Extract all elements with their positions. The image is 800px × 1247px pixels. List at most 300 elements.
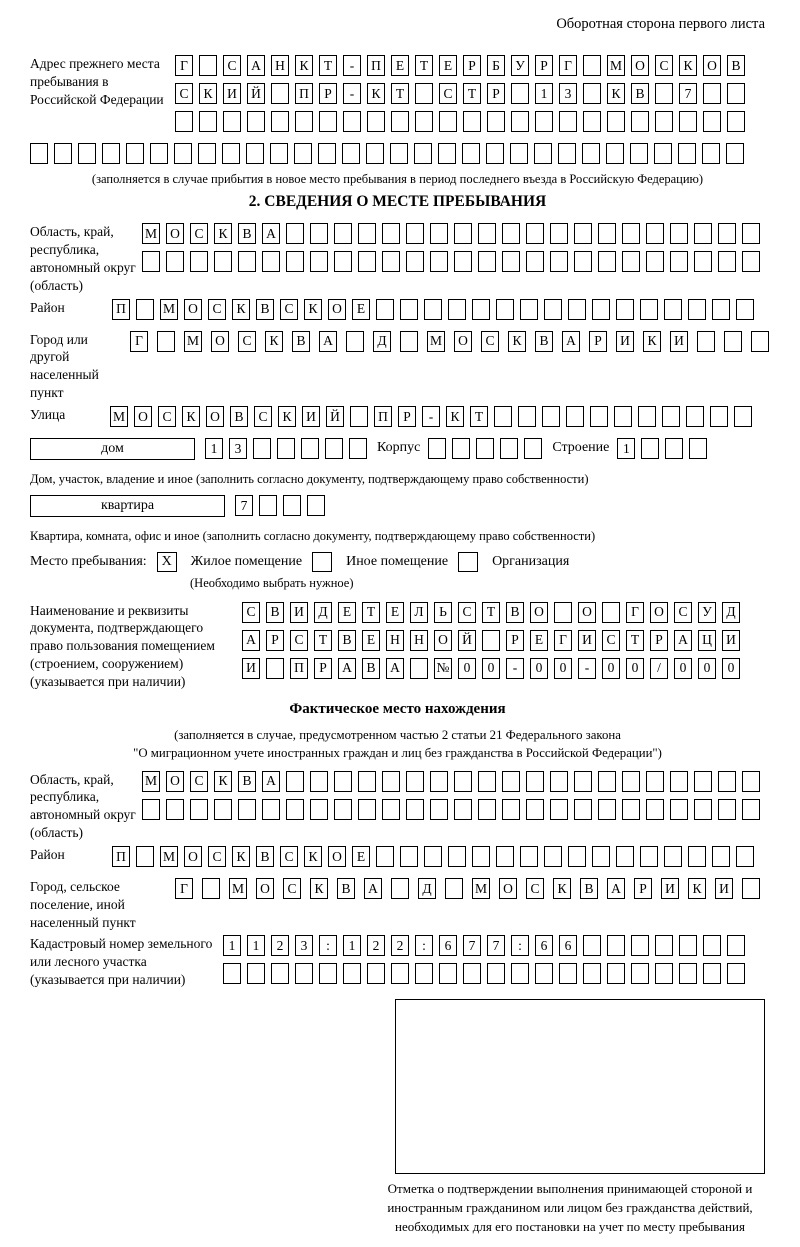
page-corner-note: Оборотная сторона первого листа: [556, 16, 765, 32]
char-cell: [342, 143, 360, 164]
char-cell: [238, 251, 256, 272]
char-cell: [270, 143, 288, 164]
char-cell: [655, 111, 673, 132]
char-cell: К: [688, 878, 706, 899]
char-cell: О: [434, 630, 452, 651]
char-cell: Т: [415, 55, 433, 76]
char-cell: [607, 963, 625, 984]
char-cell: [307, 495, 325, 516]
char-cell: [382, 251, 400, 272]
char-cell: О: [211, 331, 229, 352]
char-cell: [679, 111, 697, 132]
char-cell: [202, 878, 220, 899]
char-cell: [496, 299, 514, 320]
char-cell: [142, 251, 160, 272]
char-cell: О: [454, 331, 472, 352]
char-cell: К: [214, 771, 232, 792]
char-cell: Б: [487, 55, 505, 76]
char-cell: К: [304, 299, 322, 320]
char-cell: К: [278, 406, 296, 427]
char-cell: [382, 771, 400, 792]
char-cell: [550, 799, 568, 820]
char-cell: П: [112, 299, 130, 320]
char-cell: [694, 251, 712, 272]
char-cell: М: [472, 878, 490, 899]
char-cell: [727, 963, 745, 984]
char-cell: С: [290, 630, 308, 651]
char-cell: Т: [362, 602, 380, 623]
char-cell: [678, 143, 696, 164]
char-cell: [734, 406, 752, 427]
cadastral-rows: [223, 935, 751, 991]
char-cell: [703, 83, 721, 104]
char-cell: [406, 799, 424, 820]
char-cell: [358, 799, 376, 820]
char-cell: [136, 299, 154, 320]
char-cell: :: [511, 935, 529, 956]
char-cell: [476, 438, 494, 459]
char-cell: [664, 299, 682, 320]
char-cell: [520, 299, 538, 320]
char-cell: [686, 406, 704, 427]
char-cell: [223, 963, 241, 984]
document-field: [30, 602, 765, 691]
char-cell: [703, 935, 721, 956]
char-cell: [214, 251, 232, 272]
char-cell: [606, 143, 624, 164]
char-cell: 0: [530, 658, 548, 679]
char-cell: [190, 799, 208, 820]
char-cell: [400, 299, 418, 320]
city-row: [130, 331, 778, 352]
char-cell: [190, 251, 208, 272]
char-cell: [438, 143, 456, 164]
char-cell: [742, 878, 760, 899]
stroenie-label: Строение: [552, 439, 610, 455]
char-cell: [583, 83, 601, 104]
char-cell: [358, 223, 376, 244]
char-cell: [262, 251, 280, 272]
char-cell: [511, 111, 529, 132]
char-cell: В: [362, 658, 380, 679]
char-cell: [592, 846, 610, 867]
char-cell: [334, 771, 352, 792]
region-label: Область, край, республика, автономный округ (область): [30, 224, 136, 293]
char-cell: [655, 935, 673, 956]
char-cell: Т: [463, 83, 481, 104]
char-cell: [550, 223, 568, 244]
char-cell: [310, 799, 328, 820]
char-cell: Д: [314, 602, 332, 623]
char-cell: [494, 406, 512, 427]
char-cell: [166, 799, 184, 820]
actual-location-title: Фактическое место нахождения: [289, 700, 506, 717]
char-cell: В: [266, 602, 284, 623]
char-cell: -: [578, 658, 596, 679]
char-cell: [736, 299, 754, 320]
char-cell: К: [367, 83, 385, 104]
char-cell: [478, 251, 496, 272]
char-cell: [574, 799, 592, 820]
char-cell: [358, 771, 376, 792]
char-cell: [391, 878, 409, 899]
actual-location-note-line1: (заполняется в случае, предусмотренном частью 2 статьи 21 Федерального закона: [174, 727, 621, 742]
char-cell: [102, 143, 120, 164]
stay-type-line: [30, 552, 765, 572]
char-cell: Р: [589, 331, 607, 352]
char-cell: [631, 935, 649, 956]
region-row-2: [142, 251, 766, 272]
char-cell: [502, 223, 520, 244]
char-cell: Ц: [698, 630, 716, 651]
char-cell: 0: [674, 658, 692, 679]
char-cell: Е: [338, 602, 356, 623]
char-cell: [583, 111, 601, 132]
char-cell: Л: [410, 602, 428, 623]
char-cell: [622, 223, 640, 244]
char-cell: [640, 846, 658, 867]
char-cell: 1: [205, 438, 223, 459]
char-cell: О: [328, 846, 346, 867]
char-cell: [518, 406, 536, 427]
char-cell: Т: [482, 602, 500, 623]
char-cell: [277, 438, 295, 459]
settlement-label: Город, сельское поселение, иной населенный пункт: [30, 878, 136, 930]
char-cell: [400, 846, 418, 867]
char-cell: [583, 55, 601, 76]
prev-address-row-3: [175, 111, 751, 132]
korpus-label: Корпус: [377, 439, 421, 455]
apartment-number-row: [235, 495, 331, 516]
char-cell: Г: [554, 630, 572, 651]
char-cell: [568, 846, 586, 867]
char-cell: А: [364, 878, 382, 899]
char-cell: [406, 223, 424, 244]
char-cell: [439, 111, 457, 132]
char-cell: [238, 799, 256, 820]
char-cell: [526, 771, 544, 792]
char-cell: О: [184, 299, 202, 320]
char-cell: [415, 83, 433, 104]
char-cell: [366, 143, 384, 164]
char-cell: [452, 438, 470, 459]
char-cell: Е: [362, 630, 380, 651]
char-cell: [334, 799, 352, 820]
char-cell: С: [158, 406, 176, 427]
char-cell: 6: [535, 935, 553, 956]
char-cell: В: [238, 223, 256, 244]
district-field: [30, 299, 765, 327]
char-cell: [751, 331, 769, 352]
char-cell: [520, 846, 538, 867]
char-cell: Р: [463, 55, 481, 76]
stay-checkbox-other: [312, 552, 332, 572]
char-cell: [598, 251, 616, 272]
char-cell: [654, 143, 672, 164]
char-cell: И: [302, 406, 320, 427]
cadastral-row-1: [223, 935, 751, 956]
char-cell: [487, 111, 505, 132]
actual-region-row-2: [142, 799, 766, 820]
char-cell: [622, 799, 640, 820]
char-cell: К: [607, 83, 625, 104]
char-cell: С: [242, 602, 260, 623]
confirmation-stamp-note: Отметка о подтверждении выполнения принимающей стороной и иностранным гражданином или лицом без гражданства действий, необходимых для его постановки на учет по месту пребывания: [387, 1181, 753, 1235]
char-cell: [310, 771, 328, 792]
char-cell: [382, 223, 400, 244]
char-cell: [382, 799, 400, 820]
stay-option-organization: Организация: [492, 554, 570, 570]
cadastral-row-2: [223, 963, 751, 984]
char-cell: Н: [410, 630, 428, 651]
char-cell: Р: [535, 55, 553, 76]
char-cell: А: [262, 771, 280, 792]
char-cell: [670, 251, 688, 272]
char-cell: К: [304, 846, 322, 867]
char-cell: С: [439, 83, 457, 104]
char-cell: [500, 438, 518, 459]
char-cell: А: [247, 55, 265, 76]
char-cell: [283, 495, 301, 516]
char-cell: [640, 299, 658, 320]
char-cell: [343, 111, 361, 132]
char-cell: -: [343, 55, 361, 76]
char-cell: [199, 55, 217, 76]
char-cell: Г: [559, 55, 577, 76]
document-rows: [242, 602, 746, 686]
section2-title: 2. СВЕДЕНИЯ О МЕСТЕ ПРЕБЫВАНИЯ: [248, 193, 547, 211]
char-cell: Е: [530, 630, 548, 651]
stay-type-label: Место пребывания:: [30, 554, 147, 570]
actual-district-field: [30, 846, 765, 874]
char-cell: [415, 111, 433, 132]
char-cell: [670, 771, 688, 792]
char-cell: С: [280, 846, 298, 867]
char-cell: М: [184, 331, 202, 352]
char-cell: [334, 251, 352, 272]
char-cell: Р: [650, 630, 668, 651]
char-cell: Д: [722, 602, 740, 623]
char-cell: Р: [398, 406, 416, 427]
char-cell: [136, 846, 154, 867]
char-cell: 2: [391, 935, 409, 956]
char-cell: [30, 143, 48, 164]
document-row-1: [242, 602, 746, 623]
char-cell: [559, 963, 577, 984]
char-cell: [390, 143, 408, 164]
char-cell: [496, 846, 514, 867]
char-cell: О: [499, 878, 517, 899]
city-label: Город или другой населенный пункт: [30, 331, 99, 400]
char-cell: В: [337, 878, 355, 899]
char-cell: Р: [314, 658, 332, 679]
char-cell: [448, 299, 466, 320]
char-cell: И: [715, 878, 733, 899]
char-cell: [286, 251, 304, 272]
char-cell: [670, 799, 688, 820]
char-cell: [482, 630, 500, 651]
char-cell: К: [265, 331, 283, 352]
char-cell: [724, 331, 742, 352]
char-cell: А: [338, 658, 356, 679]
stay-checkbox-organization: [458, 552, 478, 572]
char-cell: [487, 963, 505, 984]
char-cell: [554, 602, 572, 623]
char-cell: [286, 223, 304, 244]
char-cell: [688, 846, 706, 867]
char-cell: И: [722, 630, 740, 651]
char-cell: [598, 771, 616, 792]
char-cell: [702, 143, 720, 164]
char-cell: [688, 299, 706, 320]
char-cell: 2: [271, 935, 289, 956]
char-cell: И: [670, 331, 688, 352]
char-cell: [535, 963, 553, 984]
char-cell: Ь: [434, 602, 452, 623]
char-cell: О: [703, 55, 721, 76]
char-cell: К: [182, 406, 200, 427]
char-cell: [294, 143, 312, 164]
char-cell: [445, 878, 463, 899]
char-cell: [454, 223, 472, 244]
char-cell: М: [142, 771, 160, 792]
char-cell: В: [292, 331, 310, 352]
char-cell: 3: [295, 935, 313, 956]
document-row-3: [242, 658, 746, 679]
char-cell: [502, 251, 520, 272]
char-cell: О: [166, 223, 184, 244]
char-cell: О: [134, 406, 152, 427]
char-cell: С: [175, 83, 193, 104]
char-cell: Р: [319, 83, 337, 104]
char-cell: [430, 251, 448, 272]
prev-address-field: [30, 55, 765, 139]
char-cell: М: [160, 299, 178, 320]
char-cell: Г: [626, 602, 644, 623]
char-cell: К: [232, 846, 250, 867]
char-cell: [616, 846, 634, 867]
char-cell: К: [199, 83, 217, 104]
char-cell: [271, 963, 289, 984]
char-cell: Р: [266, 630, 284, 651]
char-cell: [478, 799, 496, 820]
char-cell: [400, 331, 418, 352]
actual-location-note: [30, 726, 765, 763]
char-cell: Д: [418, 878, 436, 899]
char-cell: [742, 223, 760, 244]
char-cell: [286, 799, 304, 820]
char-cell: [727, 111, 745, 132]
char-cell: [583, 963, 601, 984]
char-cell: С: [283, 878, 301, 899]
char-cell: П: [112, 846, 130, 867]
stay-option-other: Иное помещение: [346, 554, 449, 570]
char-cell: [631, 111, 649, 132]
char-cell: С: [280, 299, 298, 320]
char-cell: [199, 111, 217, 132]
char-cell: [510, 143, 528, 164]
char-cell: [430, 771, 448, 792]
char-cell: [664, 846, 682, 867]
char-cell: [502, 771, 520, 792]
char-cell: [718, 251, 736, 272]
char-cell: 0: [698, 658, 716, 679]
char-cell: [694, 223, 712, 244]
cadastral-label: Кадастровый номер земельного или лесного участка (указывается при наличии): [30, 936, 213, 987]
char-cell: С: [602, 630, 620, 651]
char-cell: Е: [439, 55, 457, 76]
char-cell: У: [698, 602, 716, 623]
apartment-note: Квартира, комната, офис и иное (заполнить согласно документу, подтверждающему право собственности): [30, 529, 596, 543]
char-cell: [727, 83, 745, 104]
char-cell: В: [535, 331, 553, 352]
char-cell: 1: [247, 935, 265, 956]
char-cell: [559, 111, 577, 132]
char-cell: [295, 111, 313, 132]
char-cell: Г: [175, 878, 193, 899]
char-cell: М: [142, 223, 160, 244]
char-cell: О: [530, 602, 548, 623]
char-cell: [424, 299, 442, 320]
char-cell: С: [254, 406, 272, 427]
settlement-row: [175, 878, 769, 899]
char-cell: В: [338, 630, 356, 651]
char-cell: [646, 251, 664, 272]
char-cell: [346, 331, 364, 352]
char-cell: М: [427, 331, 445, 352]
char-cell: [602, 602, 620, 623]
house-note: Дом, участок, владение и иное (заполнить согласно документу, подтверждающему право собственности): [30, 471, 589, 486]
char-cell: [391, 963, 409, 984]
apartment-line: [30, 495, 765, 523]
actual-region-label: Область, край, республика, автономный округ (область): [30, 771, 136, 841]
char-cell: [247, 963, 265, 984]
prev-address-row-2: [175, 83, 751, 104]
char-cell: [550, 251, 568, 272]
char-cell: К: [508, 331, 526, 352]
char-cell: [166, 251, 184, 272]
char-cell: Е: [386, 602, 404, 623]
char-cell: В: [727, 55, 745, 76]
char-cell: Т: [314, 630, 332, 651]
char-cell: [350, 406, 368, 427]
char-cell: [718, 771, 736, 792]
actual-district-row: [112, 846, 760, 867]
char-cell: [526, 223, 544, 244]
char-cell: [544, 299, 562, 320]
char-cell: [736, 846, 754, 867]
char-cell: [622, 251, 640, 272]
char-cell: М: [229, 878, 247, 899]
char-cell: [598, 223, 616, 244]
char-cell: М: [160, 846, 178, 867]
district-row: [112, 299, 760, 320]
char-cell: [430, 799, 448, 820]
char-cell: [646, 771, 664, 792]
char-cell: В: [238, 771, 256, 792]
stay-checkbox-residential: X: [157, 552, 177, 572]
char-cell: А: [262, 223, 280, 244]
char-cell: У: [511, 55, 529, 76]
char-cell: О: [256, 878, 274, 899]
char-cell: Г: [130, 331, 148, 352]
char-cell: [391, 111, 409, 132]
char-cell: О: [206, 406, 224, 427]
char-cell: [566, 406, 584, 427]
char-cell: [367, 111, 385, 132]
char-cell: К: [643, 331, 661, 352]
char-cell: [78, 143, 96, 164]
